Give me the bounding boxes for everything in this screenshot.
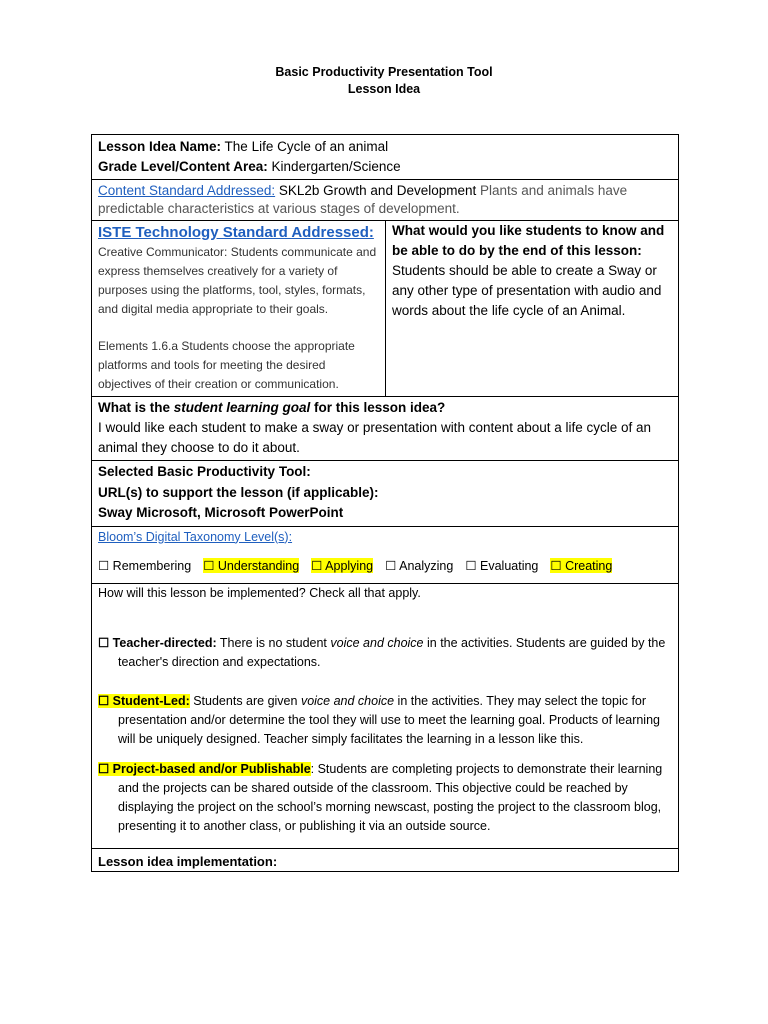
content-standard-code: SKL2b Growth and Development (275, 183, 477, 198)
goal-question-post: for this lesson idea? (310, 400, 446, 415)
goal-question-emphasis: student learning goal (173, 400, 311, 415)
project-based-option[interactable] (98, 760, 672, 836)
student-led-emphasis: voice and choice (300, 693, 395, 708)
bloom-taxonomy-link[interactable]: Bloom’s Digital Taxonomy Level(s): (98, 529, 293, 544)
bloom-level-2[interactable]: ☐ Applying (311, 558, 374, 573)
tool-names: Sway Microsoft, Microsoft PowerPoint (98, 505, 344, 520)
content-standard-row (92, 180, 679, 221)
grade-level-line (98, 157, 672, 177)
implementation-question: How will this lesson be implemented? Check all that apply. (98, 585, 421, 600)
selected-tool-label: Selected Basic Productivity Tool: (98, 464, 311, 479)
learning-goal-answer: I would like each student to make a sway or presentation with content about a life cycle of an animal they choose to do it about. (98, 420, 652, 455)
learning-goal-question (98, 398, 672, 418)
bloom-row (92, 526, 679, 583)
grade-level-label: Grade Level/Content Area: (98, 159, 268, 174)
student-led-label[interactable]: ☐ Student-Led: (98, 693, 190, 708)
implementation-footer-row (92, 848, 679, 871)
student-led-text-2: in the activities. They may select the topic for presentation and/or determine the tool they will use to meet the learning goal. Products of learning will be uniquely designed. Teacher simply facilitates the learning in a lesson like this. (118, 693, 660, 746)
teacher-directed-emphasis: voice and choice (330, 635, 424, 650)
content-standard-description: Plants and animals have predictable characteristics at various stages of development. (98, 183, 628, 216)
know-question: What would you like students to know and be able to do by the end of this lesson: (392, 223, 665, 258)
teacher-directed-text-1: There is no student (216, 635, 331, 650)
lesson-name-value: The Life Cycle of an animal (221, 139, 389, 154)
project-based-text: : Students are completing projects to demonstrate their learning and the projects can be shared outside of the classroom. This objective could be reached by displaying the project on the school’s morning newscast, posting the project to the classroom blog, presenting it to another class, or publishing it via an outside source. (118, 761, 663, 833)
document-header (0, 64, 768, 98)
lesson-plan-table (91, 134, 679, 872)
lesson-implementation-label: Lesson idea implementation: (98, 853, 278, 869)
bloom-levels (98, 558, 672, 573)
iste-standard-link[interactable]: ISTE Technology Standard Addressed: (98, 224, 374, 241)
lesson-name-line (98, 137, 672, 157)
student-led-text-1: Students are given (189, 693, 301, 708)
learning-goal-row (92, 397, 679, 461)
bloom-level-5[interactable]: ☐ Creating (550, 558, 613, 573)
lesson-name-row (92, 135, 679, 180)
content-standard-link[interactable]: Content Standard Addressed: (98, 183, 276, 198)
know-answer: Students should be able to create a Sway or any other type of presentation with audio and words about the life cycle of an Animal. (392, 263, 662, 318)
bloom-level-4[interactable]: ☐ Evaluating (465, 558, 539, 573)
project-based-label[interactable]: ☐ Project-based and/or Publishable (98, 761, 311, 776)
tool-row (92, 461, 679, 527)
standards-row (92, 221, 679, 397)
iste-elements-text: Elements 1.6.a Students choose the appropriate platforms and tools for meeting the desired objectives of their creation or communication. (98, 339, 355, 391)
document-subtitle: Lesson Idea (347, 82, 421, 96)
teacher-directed-label[interactable]: ☐ Teacher-directed: (98, 635, 217, 650)
bloom-level-3[interactable]: ☐ Analyzing (385, 558, 454, 573)
bloom-level-0[interactable]: ☐ Remembering (98, 558, 192, 573)
goal-question-pre: What is the (98, 400, 174, 415)
student-led-option[interactable] (98, 692, 672, 749)
teacher-directed-option[interactable] (98, 634, 672, 672)
implementation-row (92, 583, 679, 848)
lesson-name-label: Lesson Idea Name: (98, 139, 222, 154)
teacher-directed-text-2: in the activities. Students are guided by the teacher's direction and expectations. (118, 635, 666, 669)
grade-level-value: Kindergarten/Science (267, 159, 401, 174)
document-title: Basic Productivity Presentation Tool (275, 65, 493, 79)
url-label: URL(s) to support the lesson (if applicable): (98, 484, 379, 500)
iste-standard-text: Creative Communicator: Students communicate and express themselves creatively for a variety of purposes using the platforms, tool, styles, formats, and digital media appropriate to their goals. (98, 245, 377, 316)
bloom-level-1[interactable]: ☐ Understanding (203, 558, 300, 573)
